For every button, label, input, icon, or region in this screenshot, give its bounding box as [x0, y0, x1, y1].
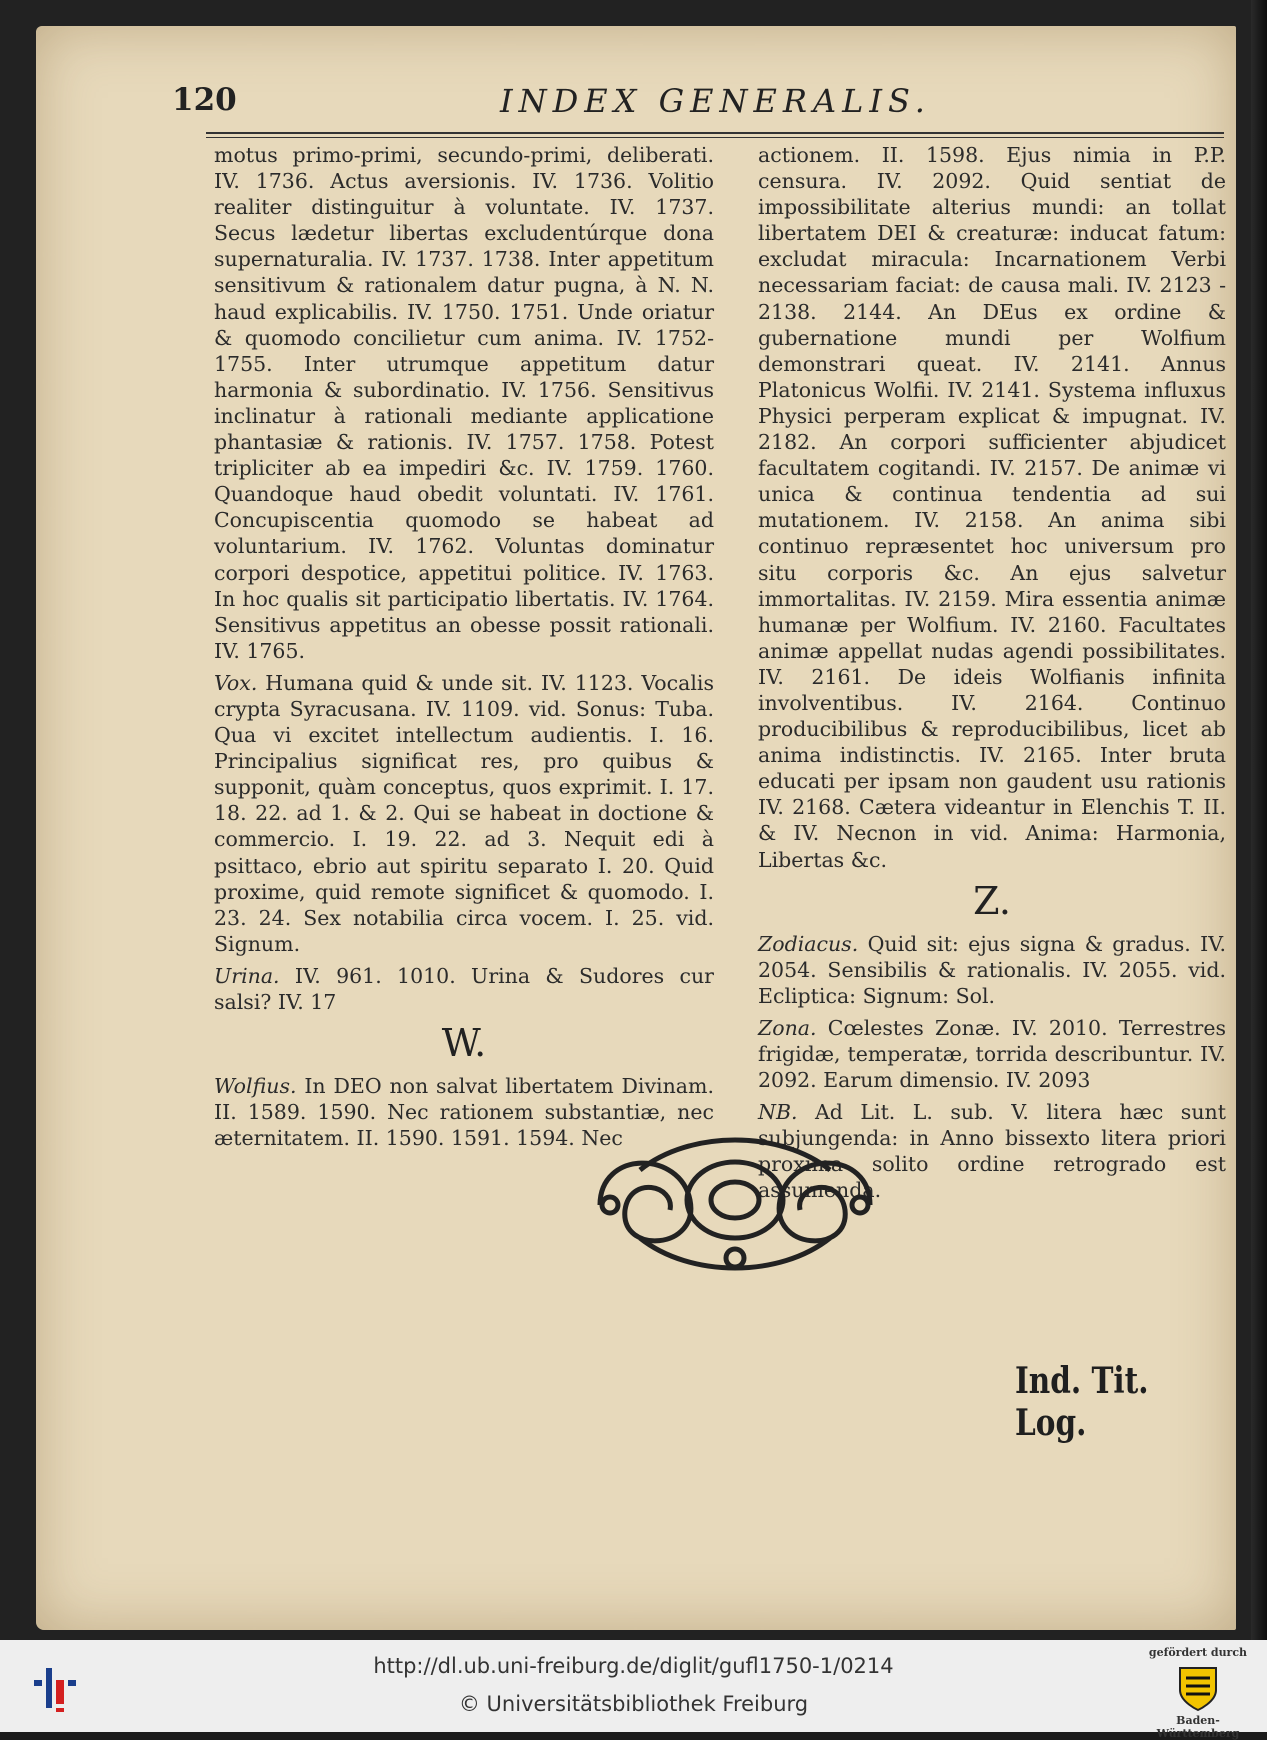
left-entries: [214, 142, 714, 1015]
entry-text: motus primo-primi, secundo-primi, deliberati. IV. 1736. Actus aversionis. IV. 1736. Volitio realiter distinguitur à voluntate. IV. 1737. Secus lædetur libertas excludentúrque dona supernaturalia. IV. 1737. 1738. Inter appetitum sensitivum & rationalem datur pugna, à N. N. haud explicabilis. IV. 1750. 1751. Unde oriatur & quomodo concilietur cum anima. IV. 1752-1755. Inter utrumque appetitum datur harmonia & subordinatio. IV. 1756. Sensitivus inclinatur à rationali mediante applicatione phantasiæ & rationis. IV. 1757. 1758. Potest tripliciter ab ea impediri &c. IV. 1759. 1760. Quandoque haud obedit voluntati. IV. 1761. Concupiscentia quomodo se habeat ad voluntarium. IV. 1762. Voluntas dominatur corpori despotice, appetitui politice. IV. 1763. In hoc qualis sit participatio libertatis. IV. 1764. Sensitivus appetitus an obesse possit rationali. IV. 1765.: [214, 143, 714, 663]
index-entry: [758, 931, 1226, 1009]
entry-headword: Wolfius.: [214, 1074, 297, 1099]
letter-heading-z: Z.: [973, 878, 1011, 923]
entry-headword: Vox.: [214, 670, 258, 695]
copyright-notice: © Universitätsbibliothek Freiburg: [458, 1692, 809, 1716]
sponsor-block: [1138, 1646, 1258, 1740]
index-entry: [214, 670, 714, 957]
right-column: [758, 142, 1226, 1210]
tailpiece-ornament: [580, 1130, 890, 1280]
index-entry: [214, 963, 714, 1015]
entry-text: In DEO non salvat libertatem Divinam. II. 1589. 1590. Nec rationem substantiæ, nec æternitatem. II. 1590. 1591. 1594. Nec: [214, 1074, 714, 1151]
sponsor-name: Baden-Württemberg: [1156, 1714, 1240, 1740]
running-title: INDEX GENERALIS.: [500, 82, 931, 120]
entry-text: IV. 961. 1010. Urina & Sudores cur salsi? IV. 17: [214, 963, 714, 1014]
page-number: 120: [172, 82, 237, 118]
sponsor-label: gefördert durch: [1148, 1646, 1248, 1659]
entry-headword: Urina.: [214, 963, 280, 988]
entry-text: Ad Lit. L. sub. V. litera hæc sunt subjungenda: in Anno bissexto litera priori proxima solito ordine retrogrado est assumenda.: [758, 1100, 1226, 1203]
entry-text: Cœlestes Zonæ. IV. 2010. Terrestres frigidæ, temperatæ, torrida describuntur. IV. 2092. Earum dimensio. IV. 2093: [758, 1015, 1226, 1093]
header-rule-thin: [206, 137, 1224, 138]
entry-headword: Zona.: [758, 1015, 817, 1040]
entry-headword: Zodiacus.: [758, 931, 859, 956]
permalink-url[interactable]: http://dl.ub.uni-freiburg.de/diglit/gufl1750-1/0214: [373, 1654, 894, 1678]
catchword: Ind. Tit. Log.: [1015, 1360, 1149, 1444]
entry-text: Humana quid & unde sit. IV. 1123. Vocalis crypta Syracusana. IV. 1109. vid. Sonus: Tuba. Qua vi excitet intellectum audientis. I. 16. Principalius significat res, pro quibus & supponit, quàm conceptus, quos exprimit. I. 17. 18. 22. ad 1. & 2. Qui se habeat in doctione & commercio. I. 19. 22. ad 3. Nequit edi à psittaco, ebrio aut spiritu separato I. 20. Quid proxime, quid remote significet & quomodo. I. 23. 24. Sex notabilia circa vocem. I. 25. vid. Signum.: [214, 670, 714, 956]
right-entries: [758, 142, 1226, 873]
book-spine-edge: [1251, 0, 1267, 1640]
entry-text: actionem. II. 1598. Ejus nimia in P.P. censura. IV. 2092. Quid sentiat de impossibilitate alterius mundi: an tollat libertatem DEI & creaturæ: inducat fatum: excludat miracula: Incarnationem Verbi necessariam faciat: de causa mali. IV. 2123 - 2138. 2144. An DEus ex ordine & gubernatione mundi per Wolfium demonstrari queat. IV. 2141. Annus Platonicus Wolfii. IV. 2141. Systema influxus Physici perperam explicat & impugnat. IV. 2182. An corpori sufficienter abjudicet facultatem cogitandi. IV. 2157. De animæ vi unica & continua tendentia ad sui mutationem. IV. 2158. An anima sibi continuo repræsentet hoc universum pro situ corporis &c. An ejus salvetur immortalitas. IV. 2159. Mira essentia animæ humanæ per Wolfium. IV. 2160. Facultates animæ appellat nudas agendi possibilitates. IV. 2161. De ideis Wolfianis infinita involventibus. IV. 2164. Continuo producibilibus & reproducibilibus, licet ab anima indistinctis. IV. 2165. Inter bruta educati per ipsam non gaudent usu rationis IV. 2168. Cætera videantur in Elenchis T. II. & IV. Necnon in vid. Anima: Harmonia, Libertas &c.: [758, 143, 1226, 872]
index-entry: [758, 1015, 1226, 1093]
index-entry: [758, 142, 1226, 873]
header-rule: [206, 132, 1224, 134]
left-column: [214, 142, 714, 1157]
entry-headword: NB.: [758, 1100, 798, 1125]
page-header: [172, 82, 1052, 122]
baden-wuerttemberg-crest-icon: [1176, 1664, 1220, 1712]
viewer-footer: [0, 1640, 1267, 1740]
index-entry: [214, 142, 714, 664]
letter-heading-w: W.: [441, 1021, 487, 1066]
entry-text: Quid sit: ejus signa & gradus. IV. 2054. Sensibilis & rationalis. IV. 2055. vid. Ecliptica: Signum: Sol.: [758, 931, 1226, 1008]
